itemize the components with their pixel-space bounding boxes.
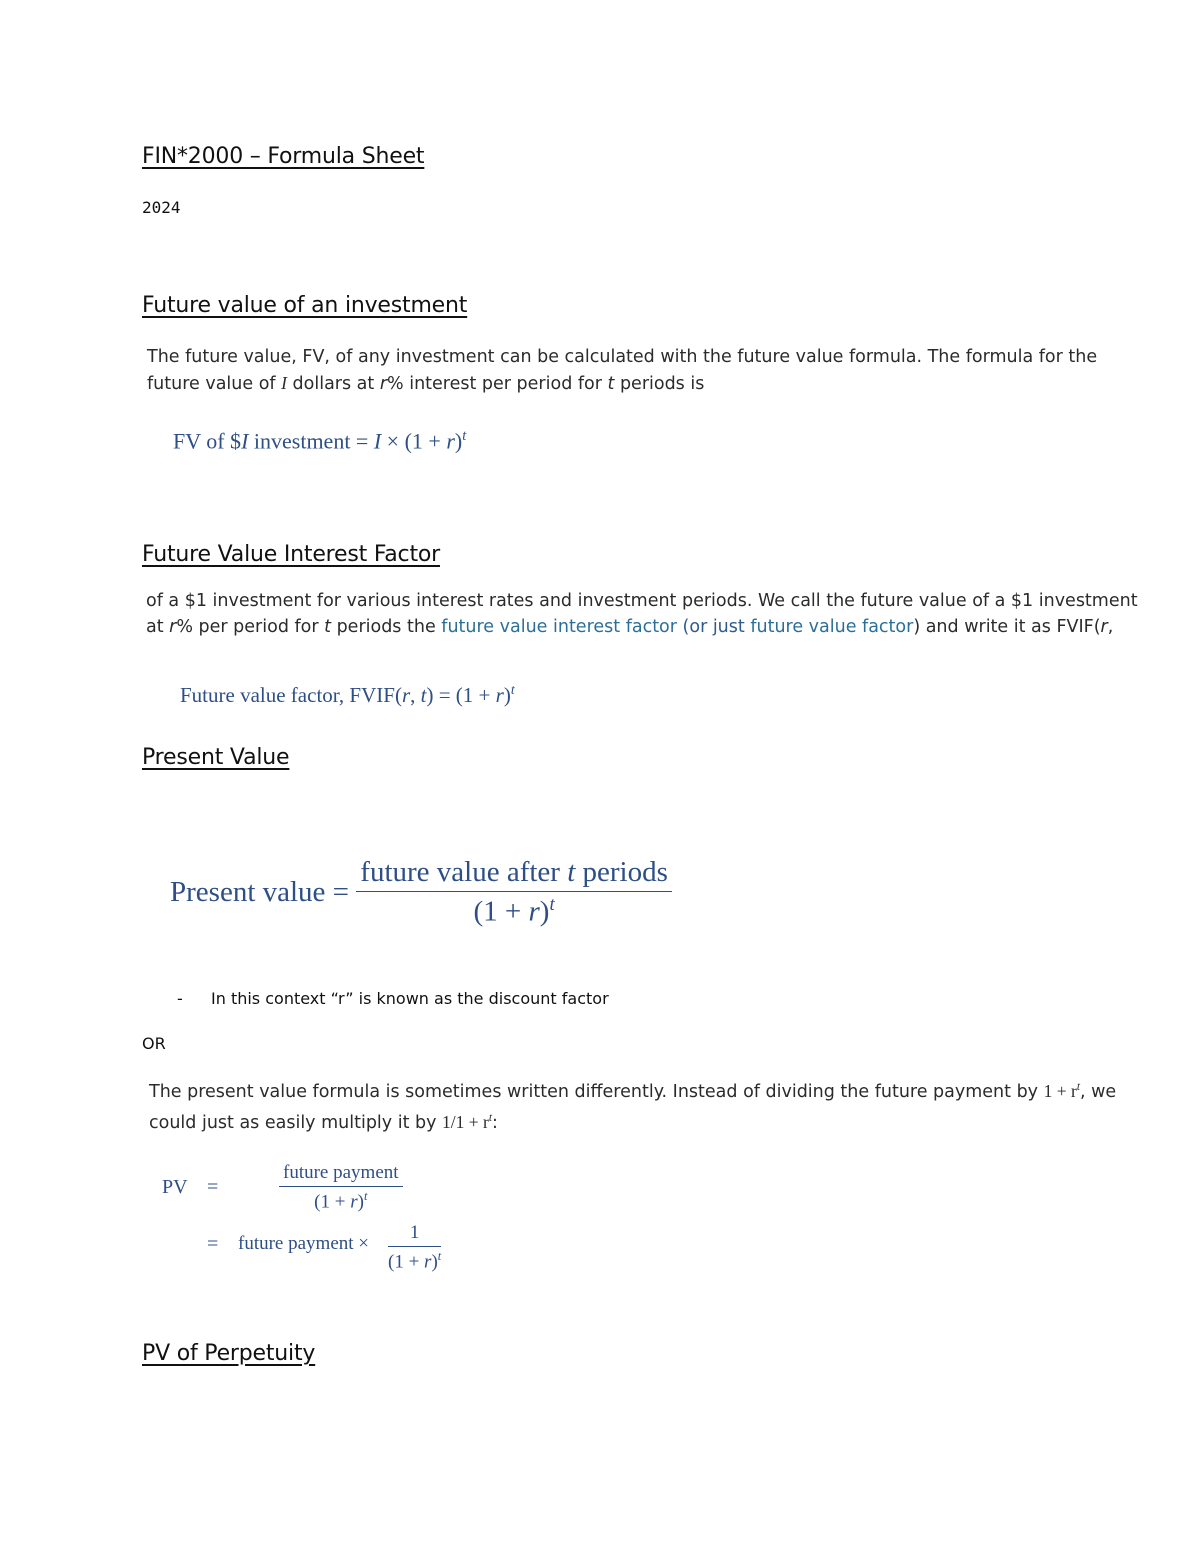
section-heading-fvif: Future Value Interest Factor	[142, 542, 440, 567]
pv-formula-main: Present value = $\frac{\text{future value after t periods}}{(1 + r)^t}$	[170, 856, 672, 929]
fvif-term-link[interactable]: future value interest factor	[441, 617, 677, 637]
pv-alt-paragraph	[149, 1074, 1116, 1136]
fv-paragraph	[147, 344, 1097, 397]
pv-main-denominator: $(1 + r)^t$	[473, 894, 555, 928]
pv-main-fraction	[356, 856, 672, 929]
or-label: OR	[142, 1034, 166, 1053]
pv-equals-1: =	[207, 1176, 219, 1198]
pv-equals-2: =	[207, 1233, 219, 1255]
year-label: 2024	[142, 198, 181, 217]
fv-paragraph-line2: future value of I dollars at r% interest per period for t periods is	[147, 373, 705, 394]
pv-fraction-2-numerator: 1	[388, 1222, 441, 1247]
pv-label: PV	[162, 1176, 188, 1198]
section-heading-pv: Present Value	[142, 745, 290, 770]
pv-alt-line2: could just as easily multiply it by $1/1 + r^t$:	[149, 1111, 498, 1133]
pv-fraction-2	[388, 1222, 441, 1273]
fvif-paragraph-line2: at r% per period for t periods the future value interest factor (or just future value factor) and write it as FVIF(r,	[146, 617, 1114, 637]
fv-paragraph-line1: The future value, FV, of any investment can be calculated with the future value formula. The formula for the	[147, 347, 1098, 367]
section-heading-fv: Future value of an investment	[142, 293, 468, 318]
pv-fraction-2-denominator: $(1 + r)^t$	[388, 1249, 442, 1273]
fv-formula: FV of $I investment = $I \times (1 + r)^t$	[173, 428, 467, 454]
pv-main-numerator: future value after t periods	[356, 856, 672, 892]
pv-fraction-1-numerator: future payment	[279, 1162, 403, 1187]
bullet-dash: -	[177, 989, 183, 1008]
fvf-term-link[interactable]: future value factor	[750, 617, 914, 637]
page-title: FIN*2000 – Formula Sheet	[142, 144, 425, 169]
pv-fraction-1	[279, 1162, 403, 1213]
section-heading-perpetuity: PV of Perpetuity	[142, 1341, 316, 1366]
pv-fraction-1-denominator: $(1 + r)^t$	[314, 1189, 368, 1213]
bullet-discount-note: In this context “r” is known as the discount factor	[211, 989, 609, 1008]
fvif-formula: Future value factor, FVIF(r, $t) = (1 + r)^t$	[180, 682, 515, 707]
fvif-paragraph-line1: of a $1 investment for various interest rates and investment periods. We call the future value of a $1 investment	[146, 591, 1138, 611]
fvif-paragraph	[146, 588, 1138, 640]
pv-alt-line1: The present value formula is sometimes written differently. Instead of dividing the future payment by $1 + r^t$, we	[149, 1080, 1117, 1102]
pv-formula-2-left: future payment ×	[238, 1233, 370, 1254]
